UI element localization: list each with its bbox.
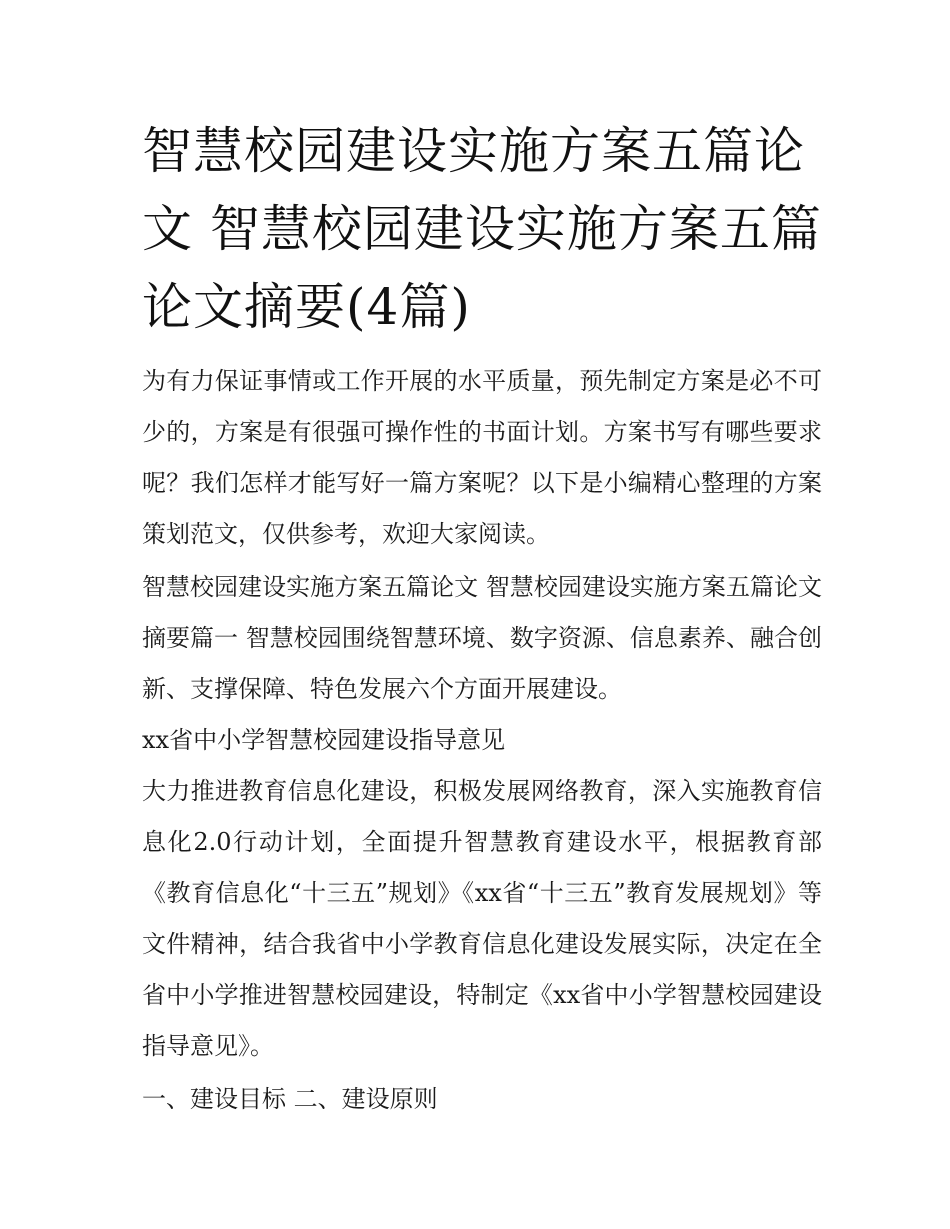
body-paragraph: 大力推进教育信息化建设，积极发展网络教育，深入实施教育信息化2.0行动计划，全面提升智慧教育建设水平，根据教育部《教育信息化“十三五”规划》《xx省“十三五”教育发展规划》等文件精神，结合我省中小学教育信息化建设发展实际，决定在全省中小学推进智慧校园建设，特制定《xx省中小学智慧校园建设指导意见》。: [142, 777, 822, 1060]
section-subtitle: xx省中小学智慧校园建设指导意见: [142, 726, 506, 754]
outline-line: 一、建设目标 二、建设原则: [142, 1085, 438, 1113]
abstract-paragraph: 智慧校园建设实施方案五篇论文 智慧校园建设实施方案五篇论文摘要篇一 智慧校园围绕智慧环境、数字资源、信息素养、融合创新、支撑保障、特色发展六个方面开展建设。: [142, 573, 822, 703]
intro-paragraph: 为有力保证事情或工作开展的水平质量，预先制定方案是必不可少的，方案是有很强可操作性的书面计划。方案书写有哪些要求呢？我们怎样才能写好一篇方案呢？以下是小编精心整理的方案策划范文，仅供参考，欢迎大家阅读。: [142, 367, 822, 548]
document-page: [142, 112, 822, 1125]
document-title: 智慧校园建设实施方案五篇论文 智慧校园建设实施方案五篇论文摘要(4篇): [142, 122, 822, 336]
